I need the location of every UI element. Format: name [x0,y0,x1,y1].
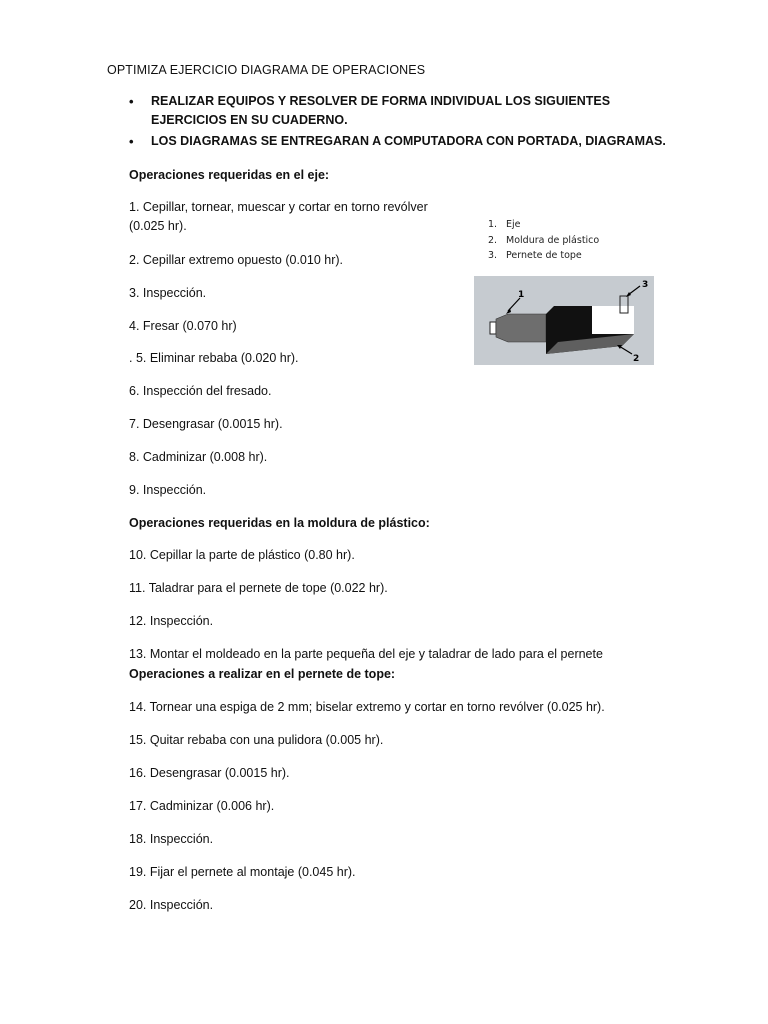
legend-label: Eje [506,219,521,230]
callout-label-3: 3 [642,280,649,290]
operation-20: 20. Inspección. [129,898,214,912]
operation-14: 14. Tornear una espiga de 2 mm; biselar extremo y cortar en torno revólver (0.025 hr). [129,700,605,714]
operation-12: 12. Inspección. [129,614,214,628]
operation-16: 16. Desengrasar (0.0015 hr). [129,766,290,780]
legend-number: 3. [488,250,498,261]
section-heading-eje: Operaciones requeridas en el eje: [129,168,330,182]
diagram-legend [488,219,599,266]
operation-13: 13. Montar el moldeado en la parte pequeña del eje y taladrar de lado para el pernete [129,647,603,661]
bullet-icon: • [129,134,134,149]
legend-number: 2. [488,234,498,246]
legend-item [488,219,599,235]
instruction-item [127,132,687,151]
operation-10: 10. Cepillar la parte de plástico (0.80 hr). [129,548,355,562]
operation-9: 9. Inspección. [129,483,207,497]
callout-label-2: 2 [633,354,640,364]
bullet-icon: • [129,94,134,109]
operation-1: 1. Cepillar, tornear, muescar y cortar en torno revólver [129,200,428,214]
callout-label-1: 1 [518,290,525,300]
document-title: OPTIMIZA EJERCICIO DIAGRAMA DE OPERACIONES [107,63,426,77]
instruction-item [127,92,687,130]
operation-4: 4. Fresar (0.070 hr) [129,319,237,333]
legend-item [488,235,599,251]
operation-7: 7. Desengrasar (0.0015 hr). [129,417,283,431]
shaft [496,314,546,342]
operation-2: 2. Cepillar extremo opuesto (0.010 hr). [129,253,343,267]
part-assembly-diagram [474,276,654,365]
operation-15: 15. Quitar rebaba con una pulidora (0.005 hr). [129,733,384,747]
operation-3: 3. Inspección. [129,286,207,300]
operation-18: 18. Inspección. [129,832,214,846]
legend-item [488,250,599,266]
instruction-text: LOS DIAGRAMAS SE ENTREGARAN A COMPUTADORA CON PORTADA, DIAGRAMAS. [151,134,666,148]
operation-17: 17. Cadminizar (0.006 hr). [129,799,275,813]
shaft-tip [490,322,496,334]
section-heading-moldura: Operaciones requeridas en la moldura de plástico: [129,516,430,530]
operation-5: . 5. Eliminar rebaba (0.020 hr). [129,351,299,365]
operation-6: 6. Inspección del fresado. [129,384,272,398]
section-heading-pernete: Operaciones a realizar en el pernete de tope: [129,667,396,681]
instruction-text: REALIZAR EQUIPOS Y RESOLVER DE FORMA INDIVIDUAL LOS SIGUIENTES EJERCICIOS EN SU CUADERNO. [151,94,611,127]
operation-19: 19. Fijar el pernete al montaje (0.045 hr). [129,865,356,879]
operation-8: 8. Cadminizar (0.008 hr). [129,450,268,464]
instructions-list [127,92,687,153]
legend-label: Moldura de plástico [506,234,600,246]
legend-number: 1. [488,219,498,230]
legend-label: Pernete de tope [506,250,582,261]
operation-11: 11. Taladrar para el pernete de tope (0.022 hr). [129,581,388,595]
operation-1-time: (0.025 hr). [129,219,187,233]
